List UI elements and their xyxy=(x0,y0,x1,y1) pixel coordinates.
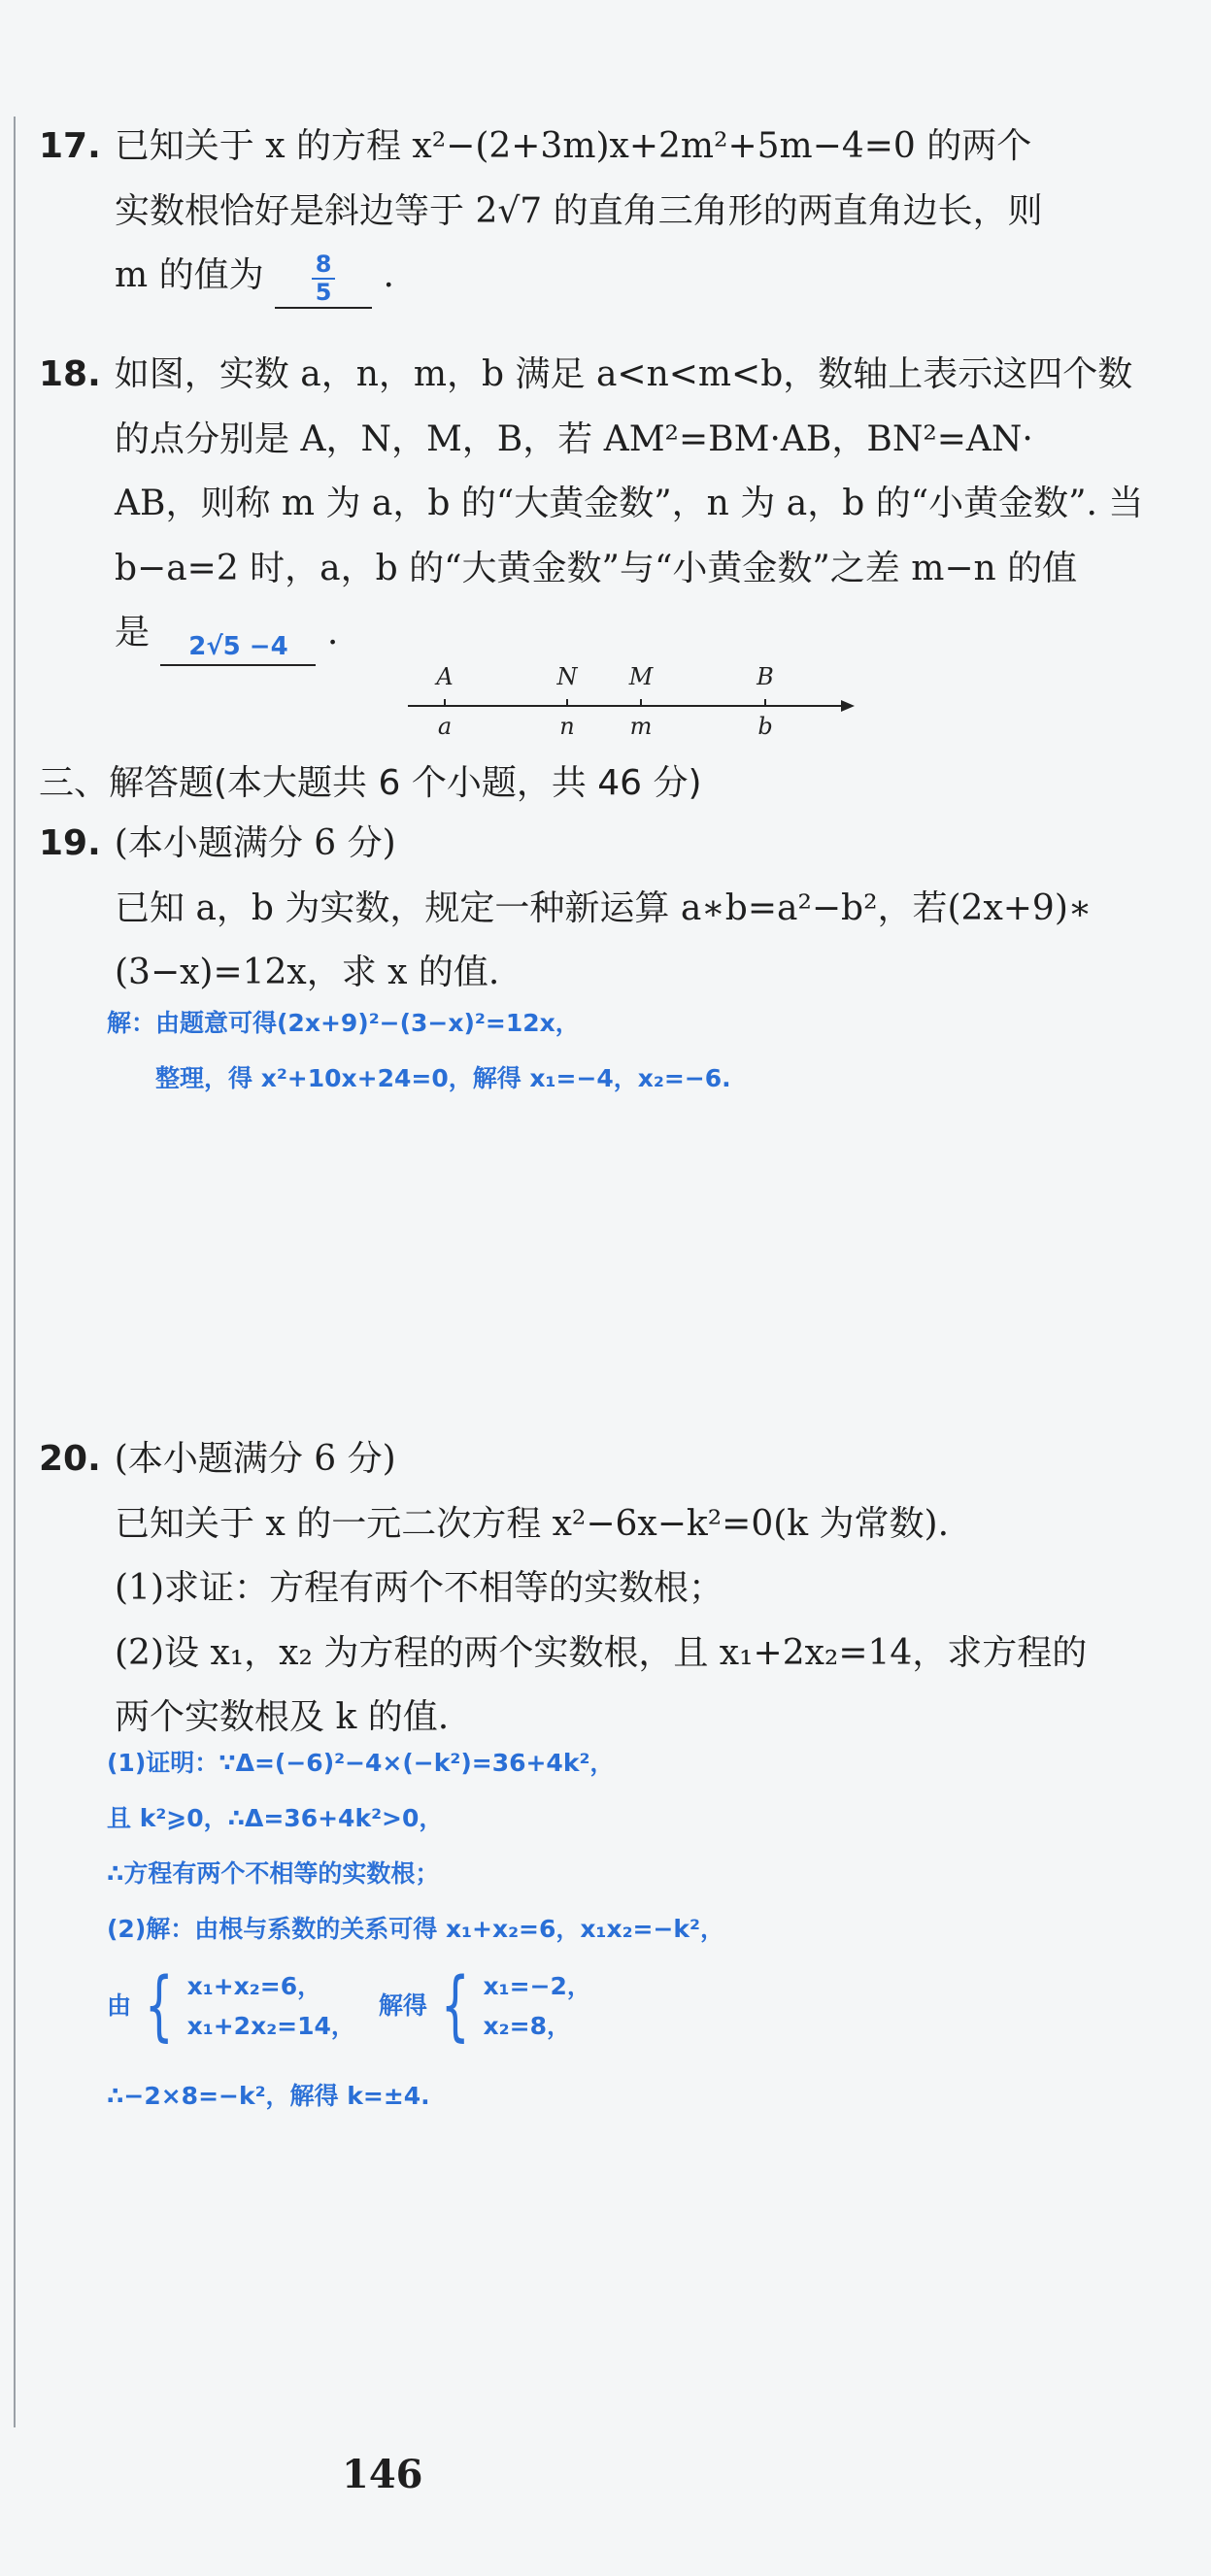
brace-icon: { xyxy=(440,1962,470,2051)
number-line-figure xyxy=(398,660,864,748)
point-label-a: a xyxy=(437,713,453,740)
q19-solution-line1: 解：由题意可得(2x+9)²−(3−x)²=12x， xyxy=(107,1009,580,1037)
q17-line1: 17. 已知关于 x 的方程 x²−(2+3m)x+2m²+5m−4=0 的两个 xyxy=(39,126,1032,166)
question-19 xyxy=(39,812,1175,1006)
answer-blank xyxy=(275,251,372,309)
section-heading: 三、解答题(本大题共 6 个小题，共 46 分) xyxy=(39,763,702,803)
question-number: 19. xyxy=(39,823,101,863)
q20-line2: (1)求证：方程有两个不相等的实数根； xyxy=(115,1568,723,1609)
q18-line5: 是 2√5 −4 . xyxy=(39,601,1175,666)
q20-solution-line6: ∴−2×8=−k²，解得 k=±4. xyxy=(107,2082,430,2110)
q20-line1: 已知关于 x 的一元二次方程 x²−6x−k²=0(k 为常数). xyxy=(115,1503,950,1544)
q20-solution-line2: 且 k²⩾0，∴Δ=36+4k²>0， xyxy=(107,1804,444,1832)
brace-icon: { xyxy=(144,1962,174,2051)
q18-line4: b−a=2 时，a，b 的“大黄金数”与“小黄金数”之差 m−n 的值 xyxy=(115,548,1078,588)
arrow-icon xyxy=(841,700,855,712)
question-20 xyxy=(39,1427,1175,1751)
equation-system-1: { x₁+x₂=6， x₁+2x₂=14， xyxy=(144,1962,355,2051)
q17-line2: 实数根恰好是斜边等于 2√7 的直角三角形的两直角边长，则 xyxy=(115,190,1043,231)
point-label-b: b xyxy=(757,713,773,740)
q18-line2: 的点分别是 A，N，M，B，若 AM²=BM·AB，BN²=AN· xyxy=(115,418,1033,459)
q18-line3: AB，则称 m 为 a，b 的“大黄金数”，n 为 a，b 的“小黄金数”. 当 xyxy=(115,484,1144,524)
point-label-M: M xyxy=(628,663,654,690)
answer-fraction: $\frac{8}{5}$ xyxy=(312,251,336,307)
question-17 xyxy=(39,115,1175,309)
answer-blank: 2√5 −4 xyxy=(160,631,316,666)
equation-system-2: { x₁=−2， x₂=8， xyxy=(440,1962,591,2051)
point-label-N: N xyxy=(556,663,578,690)
question-number: 18. xyxy=(39,354,101,394)
q20-line3: (2)设 x₁，x₂ 为方程的两个实数根，且 x₁+2x₂=14，求方程的 xyxy=(115,1632,1088,1673)
q20-solution-line1: (1)证明：∵Δ=(−6)²−4×(−k²)=36+4k²， xyxy=(107,1749,615,1777)
point-label-n: n xyxy=(559,713,575,740)
q18-line1: 18. 如图，实数 a，n，m，b 满足 a<n<m<b，数轴上表示这四个数 xyxy=(39,354,1133,394)
q20-header: 20. (本小题满分 6 分) xyxy=(39,1439,396,1479)
q19-line2: (3−x)=12x，求 x 的值. xyxy=(115,953,500,993)
q20-solution-system: 由 { x₁+x₂=6， x₁+2x₂=14， 解得 { x₁=−2， x₂=8， xyxy=(107,1962,591,2051)
question-number: 20. xyxy=(39,1439,101,1479)
question-number: 17. xyxy=(39,126,101,166)
page-number: 146 xyxy=(342,2452,423,2497)
question-18 xyxy=(39,343,1175,666)
point-label-m: m xyxy=(629,713,653,740)
q20-solution-line3: ∴方程有两个不相等的实数根； xyxy=(107,1859,440,1888)
point-label-A: A xyxy=(436,663,454,690)
margin-line xyxy=(14,117,16,2427)
q20-line4: 两个实数根及 k 的值. xyxy=(115,1697,450,1738)
point-label-B: B xyxy=(757,663,774,690)
q19-solution-line2: 整理，得 x²+10x+24=0，解得 x₁=−4，x₂=−6. xyxy=(155,1064,731,1092)
q19-header: 19. (本小题满分 6 分) xyxy=(39,823,396,863)
q17-line3: m 的值为 $\frac{8}{5}$ . xyxy=(39,244,1175,309)
q19-line1: 已知 a，b 为实数，规定一种新运算 a∗b=a²−b²，若(2x+9)∗ xyxy=(115,887,1093,928)
q20-solution-line4: (2)解：由根与系数的关系可得 x₁+x₂=6，x₁x₂=−k²， xyxy=(107,1915,725,1943)
